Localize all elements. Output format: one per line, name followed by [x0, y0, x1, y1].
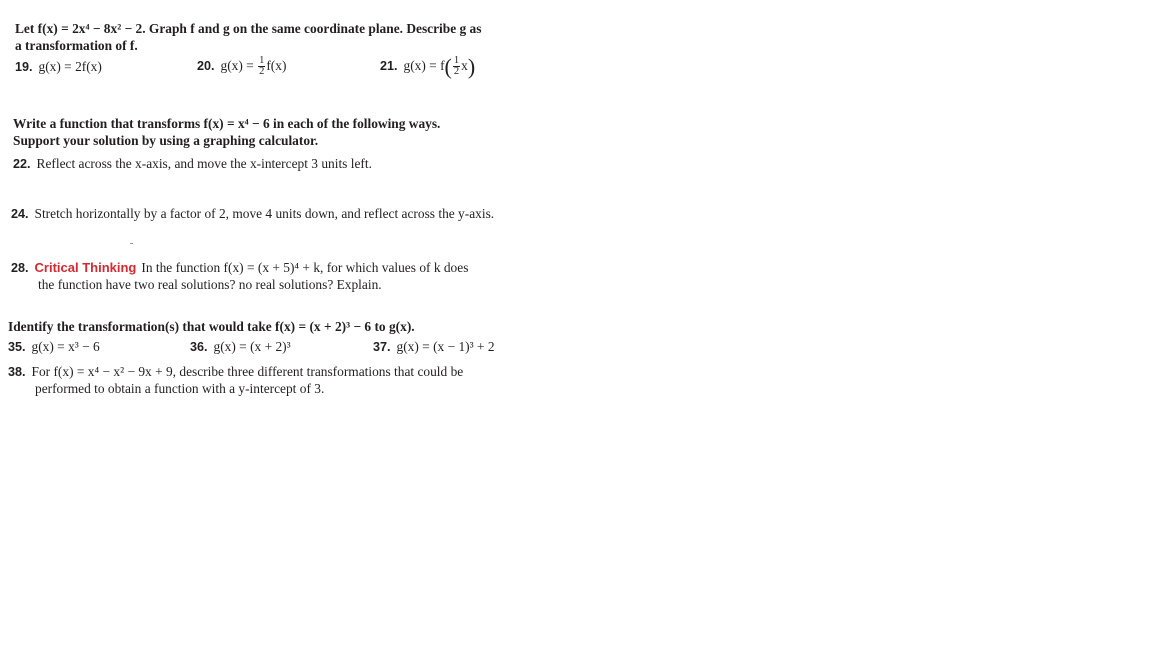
fraction	[453, 56, 460, 77]
exercise-text: Stretch horizontally by a factor of 2, move 4 units down, and reflect across the y-axis.	[34, 206, 495, 221]
exercise-text: g(x) = 2f(x)	[38, 59, 102, 74]
exercise-number: 20.	[197, 59, 215, 73]
exercise-35	[8, 338, 100, 356]
fraction-numerator: 1	[259, 55, 265, 67]
exercise-text: Reflect across the x-axis, and move the x-intercept 3 units left.	[36, 156, 372, 171]
section-a-instruction-line2: a transformation of f.	[15, 38, 138, 53]
right-paren: )	[467, 53, 476, 79]
exercise-text: g(x) = (x + 2)³	[213, 339, 291, 354]
exercise-28	[11, 259, 468, 277]
exercise-24	[11, 205, 494, 223]
section-c-heading: Identify the transformation(s) that would take f(x) = (x + 2)³ − 6 to g(x).	[8, 319, 415, 334]
exercise-text-post: x	[461, 58, 468, 73]
exercise-number: 22.	[13, 157, 31, 171]
stray-mark	[130, 243, 133, 244]
fraction-denominator: 2	[453, 66, 460, 78]
section-a-instruction-line1: Let f(x) = 2x⁴ − 8x² − 2. Graph f and g on the same coordinate plane. Describe g as	[15, 21, 482, 36]
exercise-number: 24.	[11, 207, 29, 221]
exercise-37	[373, 338, 495, 356]
exercise-text: g(x) = x³ − 6	[31, 339, 100, 354]
exercise-text-pre: g(x) =	[220, 58, 258, 73]
exercise-text-pre: g(x) = f	[403, 58, 445, 73]
section-b-instruction-line1: Write a function that transforms f(x) = x⁴ − 6 in each of the following ways.	[13, 116, 441, 131]
exercise-text-post: f(x)	[266, 58, 287, 73]
exercise-number: 19.	[15, 60, 33, 74]
critical-thinking-label: Critical Thinking	[34, 260, 137, 275]
exercise-38	[8, 363, 463, 381]
fraction-denominator: 2	[259, 66, 265, 78]
exercise-text: g(x) = (x − 1)³ + 2	[396, 339, 495, 354]
exercise-38-line2: performed to obtain a function with a y-intercept of 3.	[35, 381, 325, 396]
exercise-22	[13, 155, 372, 173]
exercise-36	[190, 338, 291, 356]
fraction-numerator: 1	[453, 55, 460, 67]
exercise-number: 35.	[8, 340, 26, 354]
left-paren: (	[444, 53, 452, 79]
exercise-19	[15, 58, 102, 76]
exercise-number: 38.	[8, 365, 26, 379]
fraction	[258, 56, 265, 77]
exercise-20	[197, 52, 286, 80]
exercise-number: 37.	[373, 340, 391, 354]
exercise-text-line1: For f(x) = x⁴ − x² − 9x + 9, describe three different transformations that could be	[31, 364, 464, 379]
section-b-instruction-line2: Support your solution by using a graphing calculator.	[13, 133, 319, 148]
exercise-number: 36.	[190, 340, 208, 354]
exercise-number: 21.	[380, 59, 398, 73]
exercise-number: 28.	[11, 261, 29, 275]
exercise-28-line2: the function have two real solutions? no real solutions? Explain.	[38, 277, 382, 292]
exercise-21	[380, 52, 475, 80]
exercise-text-line1: In the function f(x) = (x + 5)⁴ + k, for which values of k does	[141, 260, 469, 275]
